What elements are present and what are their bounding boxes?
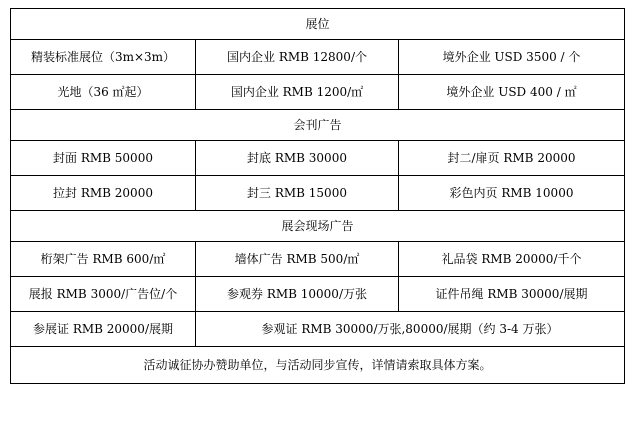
journal-inside-front-cover: 封二/扉页 RMB 20000 <box>399 141 625 176</box>
booth-standard-domestic-price: 国内企业 RMB 12800/个 <box>196 40 399 75</box>
booth-space-domestic-price: 国内企业 RMB 1200/㎡ <box>196 75 399 110</box>
onsite-visitor-ticket: 参观券 RMB 10000/万张 <box>196 277 399 312</box>
sponsorship-note: 活动诚征协办赞助单位，与活动同步宣传，详情请索取具体方案。 <box>11 347 625 384</box>
onsite-gift-bag: 礼品袋 RMB 20000/千个 <box>399 242 625 277</box>
onsite-section-title: 展会现场广告 <box>11 211 625 242</box>
booth-section-title: 展位 <box>11 9 625 40</box>
onsite-lanyard: 证件吊绳 RMB 30000/展期 <box>399 277 625 312</box>
journal-section-title: 会刊广告 <box>11 110 625 141</box>
journal-gatefold: 拉封 RMB 20000 <box>11 176 196 211</box>
booth-space-label: 光地（36 ㎡起） <box>11 75 196 110</box>
onsite-wall-ad: 墙体广告 RMB 500/㎡ <box>196 242 399 277</box>
table-row <box>11 176 625 211</box>
table-row <box>11 40 625 75</box>
journal-inside-back-cover: 封三 RMB 15000 <box>196 176 399 211</box>
table-row <box>11 242 625 277</box>
section-header-row <box>11 211 625 242</box>
footer-row <box>11 347 625 384</box>
onsite-visitor-badge: 参观证 RMB 30000/万张,80000/展期（约 3-4 万张） <box>196 312 625 347</box>
section-header-row <box>11 110 625 141</box>
table-row <box>11 75 625 110</box>
onsite-truss-ad: 桁架广告 RMB 600/㎡ <box>11 242 196 277</box>
booth-standard-label: 精装标准展位（3m×3m） <box>11 40 196 75</box>
table-row <box>11 277 625 312</box>
table-row <box>11 312 625 347</box>
journal-back-cover: 封底 RMB 30000 <box>196 141 399 176</box>
onsite-show-daily: 展报 RMB 3000/广告位/个 <box>11 277 196 312</box>
booth-standard-overseas-price: 境外企业 USD 3500 / 个 <box>399 40 625 75</box>
journal-color-page: 彩色内页 RMB 10000 <box>399 176 625 211</box>
booth-space-overseas-price: 境外企业 USD 400 / ㎡ <box>399 75 625 110</box>
onsite-exhibitor-badge: 参展证 RMB 20000/展期 <box>11 312 196 347</box>
journal-front-cover: 封面 RMB 50000 <box>11 141 196 176</box>
section-header-row <box>11 9 625 40</box>
table-row <box>11 141 625 176</box>
price-table <box>10 8 625 384</box>
